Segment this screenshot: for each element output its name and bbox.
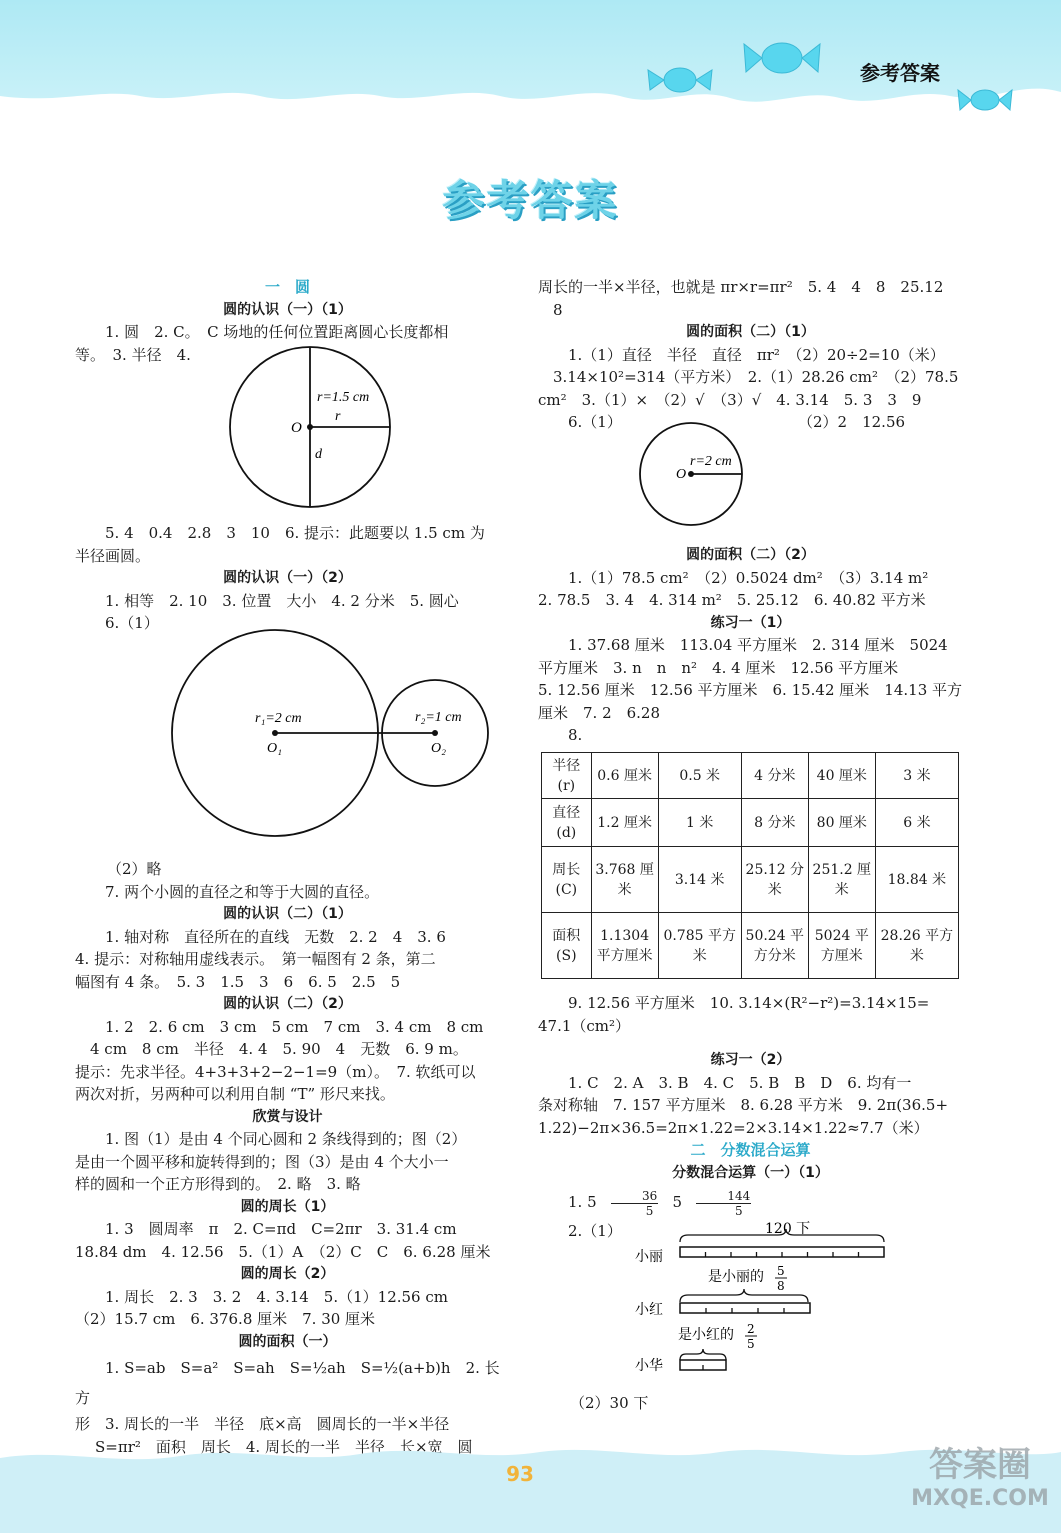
answer-text: （2）2 12.56 bbox=[798, 413, 906, 431]
section-title: 欣赏与设计 bbox=[252, 1108, 323, 1125]
answer-line: 18.84 dm 4. 12.56 5.（1）A （2）C C 6. 6.28 厘米 bbox=[75, 1242, 491, 1261]
answer-line: 3.14×10²=314（平方米） 2.（1）28.26 cm² （2）78.5 bbox=[553, 368, 959, 386]
circle-figure-1 bbox=[225, 342, 395, 512]
diameter-mark: d bbox=[315, 447, 322, 462]
fraction bbox=[611, 1189, 658, 1218]
section-title: 圆的周长（2） bbox=[240, 1266, 335, 1282]
table-row bbox=[542, 799, 959, 847]
center-label: O bbox=[291, 420, 302, 436]
answer-line: 周长的一半×半径，也就是 πr×r=πr² 5. 4 4 8 25.12 bbox=[538, 278, 944, 296]
answer-line: 条对称轴 7. 157 平方厘米 8. 6.28 平方米 9. 2π(36.5+ bbox=[538, 1096, 949, 1114]
circle-figure-3 bbox=[632, 420, 747, 530]
answer-line: 幅图有 4 条。 5. 3 1.5 3 6 6. 5 2.5 5 bbox=[75, 972, 401, 991]
note1-text: 是小丽的 bbox=[708, 1269, 764, 1285]
segment-diagram bbox=[630, 1215, 895, 1387]
note2-denominator: 5 bbox=[747, 1337, 755, 1351]
answer-line: 47.1（cm²） bbox=[538, 1016, 631, 1035]
answer-line: （2）30 下 bbox=[570, 1394, 649, 1412]
answer-line: 1. 相等 2. 10 3. 位置 大小 4. 2 分米 5. 圆心 bbox=[105, 591, 459, 610]
total-label: 120 下 bbox=[765, 1221, 811, 1237]
chapter-title: 二 分数混合运算 bbox=[690, 1141, 811, 1159]
answer-line: 1. 3 圆周率 π 2. C=πd C=2πr 3. 31.4 cm bbox=[105, 1220, 457, 1238]
answer-line: 1. C 2. A 3. B 4. C 5. B B D 6. 均有一 bbox=[568, 1073, 912, 1092]
answer-line: 是由一个圆平移和旋转得到的；图（3）是由 4 个大小一 bbox=[75, 1152, 449, 1171]
answer-line: 8. bbox=[568, 726, 583, 744]
xiaohong-label: 小红 bbox=[635, 1302, 663, 1318]
section-title: 圆的面积（一） bbox=[238, 1333, 337, 1350]
section-title: 圆的认识（一）（2） bbox=[223, 570, 352, 586]
denominator: 5 bbox=[645, 1203, 654, 1218]
watermark-logo: 答案圈 bbox=[929, 1445, 1031, 1485]
table-cell: 5024 平方厘米 bbox=[808, 913, 875, 979]
right-column-4 bbox=[570, 1392, 770, 1415]
page-title: 参考答案 bbox=[442, 176, 619, 225]
table-cell: 0.5 米 bbox=[658, 753, 741, 799]
answer-line: （2）15.7 cm 6. 376.8 厘米 7. 30 厘米 bbox=[75, 1310, 376, 1328]
table-cell: 0.785 平方米 bbox=[658, 913, 741, 979]
xiaoli-label: 小丽 bbox=[635, 1249, 663, 1265]
page-number: 93 bbox=[506, 1462, 534, 1486]
answer-line: 9. 12.56 平方厘米 10. 3.14×(R²−r²)=3.14×15= bbox=[568, 994, 930, 1012]
table-cell: 3 米 bbox=[875, 753, 958, 799]
answer-line: 等。 3. 半径 4. bbox=[75, 345, 191, 364]
circle-figure-2 bbox=[165, 628, 495, 843]
table-cell: 18.84 米 bbox=[875, 847, 958, 913]
o2-label: O₂ bbox=[431, 741, 446, 756]
table-cell: 直径(d) bbox=[542, 799, 592, 847]
section-title: 圆的认识（二）（1） bbox=[223, 906, 352, 922]
answer-line: 8 bbox=[553, 300, 563, 319]
numerator: 144 bbox=[696, 1189, 751, 1204]
table-row bbox=[542, 847, 959, 913]
answer-line: 4 cm 8 cm 半径 4. 4 5. 90 4 无数 6. 9 m。 bbox=[90, 1040, 468, 1058]
section-title: 分数混合运算（一）（1） bbox=[672, 1164, 829, 1181]
answer-line: 5. 4 0.4 2.8 3 10 6. 提示：此题要以 1.5 cm 为 bbox=[105, 524, 485, 542]
table-cell: 1.1304 平方厘米 bbox=[591, 913, 658, 979]
table-cell: 1.2 厘米 bbox=[591, 799, 658, 847]
section-title: 圆的认识（一）（1） bbox=[223, 301, 352, 318]
watermark bbox=[905, 1445, 1055, 1525]
radius-label: r=1.5 cm bbox=[317, 390, 370, 405]
answer-line: 6.（1） bbox=[105, 614, 159, 632]
header-title: 参考答案 bbox=[860, 61, 940, 85]
o1-label: O₁ bbox=[267, 741, 282, 756]
r1-label: r₁=2 cm bbox=[255, 711, 302, 726]
answer-line: 两次对折，另两种可以利用自制 “T” 形尺来找。 bbox=[75, 1085, 395, 1103]
table-cell: 1 米 bbox=[658, 799, 741, 847]
answer-line: 1. 圆 2. C。 C 场地的任何位置距离圆心长度都相 bbox=[105, 323, 449, 341]
table-cell: 80 厘米 bbox=[808, 799, 875, 847]
answer-line: 1. 图（1）是由 4 个同心圆和 2 条线得到的；图（2） bbox=[105, 1130, 467, 1148]
answer-line: 1.（1）78.5 cm² （2）0.5024 dm² （3）3.14 m² bbox=[568, 568, 929, 587]
answer-line: 半径画圆。 bbox=[75, 546, 151, 565]
footer-band bbox=[0, 1440, 1061, 1533]
answer-line: 提示：先求半径。4+3+3+2−2−1=9（m）。 7. 软纸可以 bbox=[75, 1062, 476, 1081]
table-cell: 周长(C) bbox=[542, 847, 592, 913]
table-cell: 3.14 米 bbox=[658, 847, 741, 913]
watermark-url: MXQE.COM bbox=[911, 1486, 1049, 1511]
r2-label: r₂=1 cm bbox=[415, 710, 462, 725]
numerator: 36 bbox=[611, 1189, 658, 1204]
left-column-3 bbox=[75, 858, 500, 1458]
table-cell: 0.6 厘米 bbox=[591, 753, 658, 799]
table-row bbox=[542, 753, 959, 799]
right-column-3 bbox=[538, 992, 963, 1243]
answer-line: 2.（1） bbox=[568, 1222, 622, 1240]
answer-line bbox=[538, 411, 963, 434]
table-cell: 4 分米 bbox=[741, 753, 808, 799]
answer-line: 1. 周长 2. 3 3. 2 4. 3.14 5.（1）12.56 cm bbox=[105, 1287, 448, 1306]
table-cell: 251.2 厘米 bbox=[808, 847, 875, 913]
table-cell: 3.768 厘米 bbox=[591, 847, 658, 913]
answer-line: 厘米 7. 2 6.28 bbox=[538, 703, 661, 722]
answer-line: 平方厘米 3. n n n² 4. 4 厘米 12.56 平方厘米 bbox=[538, 658, 899, 677]
answer-line: （2）略 bbox=[107, 860, 162, 878]
section-title: 练习一（1） bbox=[710, 614, 791, 631]
answer-text: 1. 5 bbox=[568, 1193, 597, 1211]
answer-line: cm² 3.（1）× （2）√ （3）√ 4. 3.14 5. 3 3 9 bbox=[538, 390, 922, 409]
answer-line: S=πr² 面积 周长 4. 周长的一半 半径 长×宽 圆 bbox=[95, 1437, 473, 1456]
table-cell: 25.12 分米 bbox=[741, 847, 808, 913]
table-cell: 面积(S) bbox=[542, 913, 592, 979]
header-band bbox=[0, 0, 1061, 130]
right-column-2 bbox=[538, 544, 963, 747]
answer-line: 1.（1）直径 半径 直径 πr² （2）20÷2=10（米） bbox=[568, 345, 945, 364]
answer-table bbox=[541, 752, 959, 979]
answer-text: 6.（1） bbox=[568, 413, 622, 431]
section-title: 圆的周长（1） bbox=[240, 1198, 335, 1215]
table-cell: 50.24 平方分米 bbox=[741, 913, 808, 979]
left-column-2 bbox=[75, 522, 500, 635]
answer-line: 样的圆和一个正方形得到的。 2. 略 3. 略 bbox=[75, 1175, 361, 1193]
answer-line: 形 3. 周长的一半 半径 底×高 圆周长的一半×半径 bbox=[75, 1415, 450, 1433]
section-title: 圆的面积（二）（1） bbox=[686, 324, 815, 340]
xiaohua-label: 小华 bbox=[635, 1358, 663, 1374]
note2-numerator: 2 bbox=[747, 1322, 755, 1336]
table-cell: 6 米 bbox=[875, 799, 958, 847]
section-title: 圆的面积（二）（2） bbox=[686, 547, 815, 563]
table-cell: 40 厘米 bbox=[808, 753, 875, 799]
answer-line: 7. 两个小圆的直径之和等于大圆的直径。 bbox=[105, 882, 380, 901]
answer-line: 1. 轴对称 直径所在的直线 无数 2. 2 4 3. 6 bbox=[105, 927, 446, 946]
right-column bbox=[538, 276, 963, 434]
note2-text: 是小红的 bbox=[678, 1327, 734, 1343]
table-cell: 28.26 平方米 bbox=[875, 913, 958, 979]
radius-mark: r bbox=[335, 409, 341, 424]
center-label: O bbox=[676, 467, 687, 482]
denominator: 5 bbox=[735, 1203, 743, 1218]
fraction bbox=[696, 1189, 751, 1218]
answer-line: 4. 提示：对称轴用虚线表示。 第一幅图有 2 条，第二 bbox=[75, 950, 436, 968]
answer-text: 5 bbox=[672, 1193, 683, 1211]
note1-denominator: 8 bbox=[777, 1279, 785, 1293]
answer-line: 5. 12.56 厘米 12.56 平方厘米 6. 15.42 厘米 14.13 平方 bbox=[538, 681, 963, 699]
table-cell: 8 分米 bbox=[741, 799, 808, 847]
answer-line: 1.22)−2π×36.5=2π×1.22=2×3.14×1.22≈7.7（米） bbox=[538, 1118, 929, 1137]
answer-line: 2. 78.5 3. 4 4. 314 m² 5. 25.12 6. 40.82 平方米 bbox=[538, 591, 926, 609]
answer-line: 1. 37.68 厘米 113.04 平方厘米 2. 314 厘米 5024 bbox=[568, 636, 948, 654]
chapter-title: 一 圆 bbox=[264, 278, 310, 296]
note1-numerator: 5 bbox=[777, 1264, 785, 1278]
answer-line: 1. S=ab S=a² S=ah S=½ah S=½(a+b)h 2. 长方 bbox=[75, 1359, 500, 1407]
section-title: 练习一（2） bbox=[710, 1052, 791, 1068]
answer-line: 1. 2 2. 6 cm 3 cm 5 cm 7 cm 3. 4 cm 8 cm bbox=[105, 1017, 484, 1036]
table-cell: 半径(r) bbox=[542, 753, 592, 799]
section-title: 圆的认识（二）（2） bbox=[223, 996, 352, 1012]
radius-label: r=2 cm bbox=[690, 454, 732, 469]
table-row bbox=[542, 913, 959, 979]
